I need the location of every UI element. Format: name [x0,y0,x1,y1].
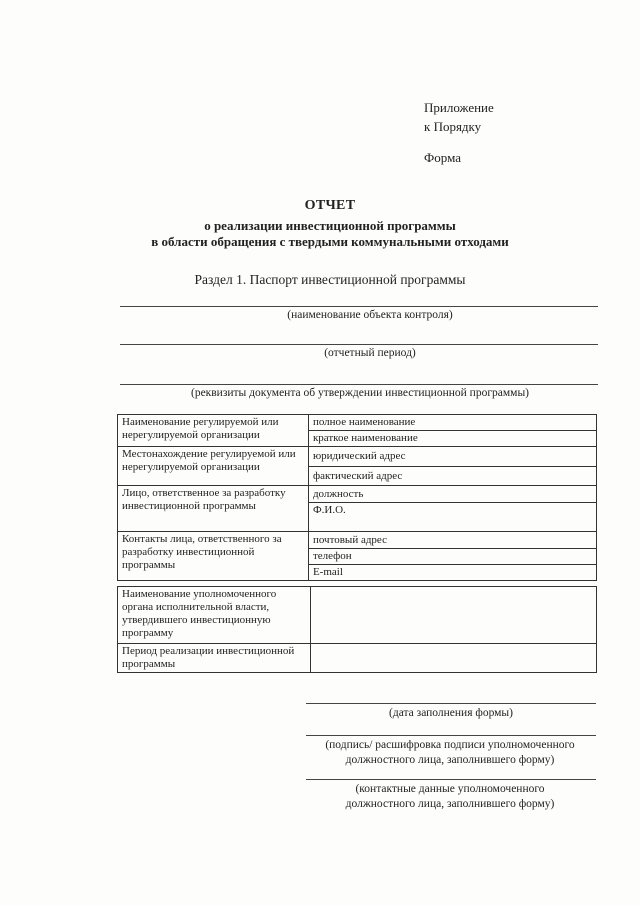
report-subtitle-line-1: о реализации инвестиционной программы [204,218,456,233]
caption-approval-document: (реквизиты документа об утверждении инвестиционной программы) [190,387,530,399]
table-row [118,532,597,549]
fill-line-date[interactable] [306,703,596,704]
report-subtitle-line-2: в области обращения с твердыми коммунальными отходами [151,234,509,249]
fill-line-approval-document[interactable] [120,384,598,385]
report-title: ОТЧЕТ [304,198,356,213]
table-row [118,644,597,673]
row-label-location: Местонахождение регулируемой или нерегулируемой организации [118,447,309,486]
cell-phone[interactable]: телефон [308,549,596,565]
caption-control-object: (наименование объекта контроля) [287,309,453,321]
caption-contacts-1: (контактные данные уполномоченного [355,783,545,795]
appendix-note [424,98,494,136]
table-row [118,587,597,644]
section-title: Раздел 1. Паспорт инвестиционной программы [194,272,466,287]
fill-line-signature[interactable] [306,735,596,736]
caption-signature-2: должностного лица, заполнившего форму) [345,754,555,766]
row-label-organization: Наименование регулируемой или нерегулируемой организации [118,415,309,447]
caption-date: (дата заполнения формы) [389,707,513,719]
form-label: Форма [424,150,461,165]
row-label-authority: Наименование уполномоченного органа исполнительной власти, утвердившего инвестиционную программу [118,587,311,644]
caption-signature-1: (подпись/ расшифровка подписи уполномоченного [325,739,575,751]
cell-email[interactable]: E-mail [308,565,596,581]
cell-full-name[interactable]: полное наименование [308,415,596,431]
authority-table [117,586,597,673]
fill-line-report-period[interactable] [120,344,598,345]
cell-postal-address[interactable]: почтовый адрес [308,532,596,549]
cell-actual-address[interactable]: фактический адрес [308,467,596,486]
caption-contacts-2: должностного лица, заполнившего форму) [345,798,555,810]
table-row [118,486,597,503]
cell-full-name-person[interactable]: Ф.И.О. [308,503,596,532]
cell-implementation-period-value[interactable] [310,644,596,673]
row-label-implementation-period: Период реализации инвестиционной программы [118,644,311,673]
fill-line-control-object[interactable] [120,306,598,307]
row-label-responsible-person: Лицо, ответственное за разработку инвестиционной программы [118,486,309,532]
fill-line-contacts[interactable] [306,779,596,780]
cell-short-name[interactable]: краткое наименование [308,431,596,447]
cell-authority-value[interactable] [310,587,596,644]
organization-passport-table [117,414,597,581]
table-row [118,415,597,431]
cell-position[interactable]: должность [308,486,596,503]
appendix-line-2: к Порядку [424,119,482,134]
appendix-line-1: Приложение [424,100,494,115]
table-row [118,447,597,467]
row-label-contacts: Контакты лица, ответственного за разработку инвестиционной программы [118,532,309,581]
caption-report-period: (отчетный период) [324,347,416,359]
cell-legal-address[interactable]: юридический адрес [308,447,596,467]
